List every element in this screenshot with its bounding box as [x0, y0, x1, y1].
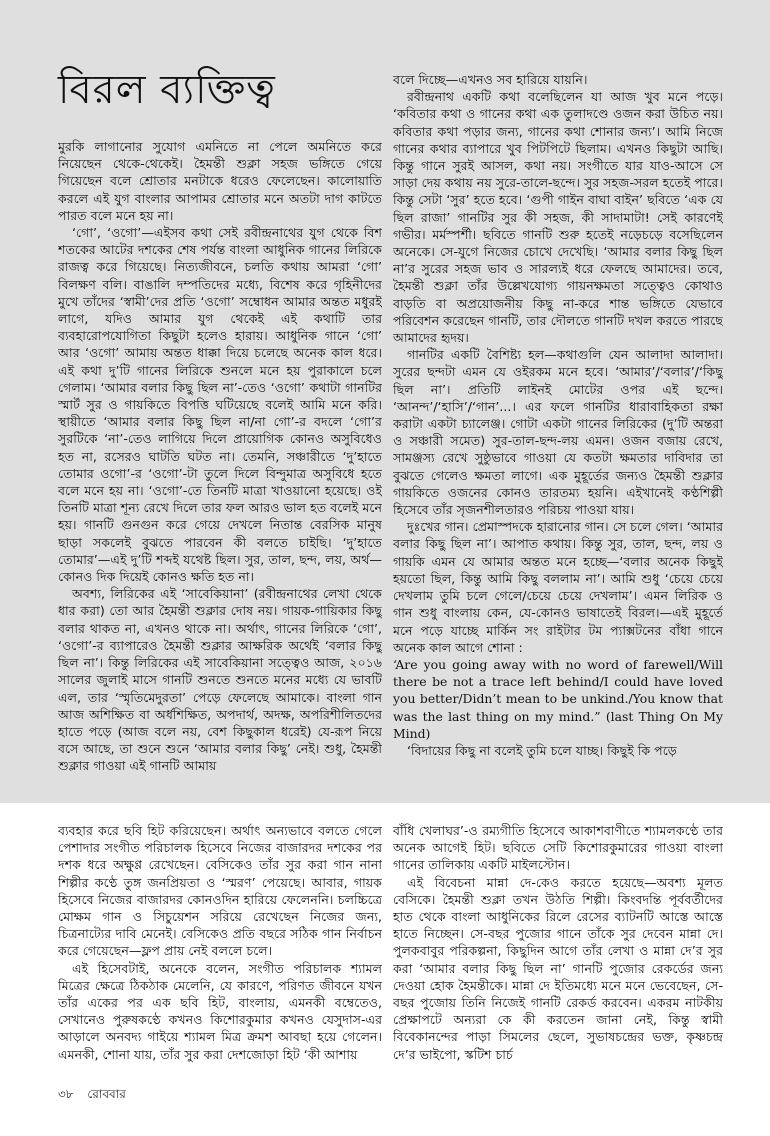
english-lyric-quote: ‘Are you going away with no word of farewell/Will there be not a trace left behind/I could have loved you better/Didn’t mean to be unkind./You know that was the last thing on my mind.” (last Thing On My Mind): [393, 656, 723, 741]
paragraph: বাঁধি খেলাঘর’-ও রম্যগীতি হিসেবে আকাশবাণীতে শ্যামলকণ্ঠে তার অনেক আগেই হিট। ছবিতে সেটি কিশোরকুমারের গাওয়া বাংলা গানের তালিকায় একটি মাইলস্টোন।: [393, 823, 723, 873]
page-folio: [58, 1086, 136, 1106]
paragraph: মুরকি লাগানোর সুযোগ এমনিতে না পেলে অমনিতে করে নিয়েছেন থেকে-থেকেই। হৈমন্তী শুক্লা সহজ ভঙ্গিতে গেয়ে গিয়েছেন বলে শ্রোতার মনটাকে ধরেও ফেলেছেন। কালোয়াতি করলে এই যুগ বাংলার আপামর শ্রোতার মনে অতটা দাগ কাটতে পারত বলে মনে হয় না।: [58, 139, 382, 223]
article-title: বিরল ব্যক্তিত্ব: [58, 67, 276, 113]
paragraph: গানটির একটি বৈশিষ্ট্য হল—কথাগুলি যেন আলাদা আলাদা। সুরের ছন্দটা এমন যে ওইরকম মনে হবে। ‘আমার’/‘বলার’/‘কিছু ছিল না’। প্রতিটি লাইনই মোটের ওপর এই ছন্দে। ‘আনন্দ’/‘হাসি’/‘গান’...। এর ফলে গানটির ধারাবাহিকতা রক্ষা করাটা একটা চ্যালেঞ্জ। গোটা একটা গানের লিরিকের (দু’টি অন্তরা ও সঞ্চারী সমেত) সুর-তাল-ছন্দ-লয় এমন। ওজন বজায় রেখে, সামঞ্জস্য রেখে সুষ্ঠুভাবে গাওয়া যে কতটা ক্ষমতার দাবিদার তা বুঝতে গেলেও ক্ষমতা লাগে। এক মুহূর্তের জন্যও হৈমন্তী শুক্লার গায়কিতে ওজনের কোনও তারতম্য হয়নি। এইখানেই কণ্ঠশিল্পী হিসেবে তাঁর সৃজনশীলতারও পরিচয় পাওয়া যায়।: [393, 347, 723, 518]
paragraph: অবশ্য, লিরিকের এই ‘সাবেকিয়ানা’ (রবীন্দ্রনাথের লেখা থেকে ধার করা) তো আর হৈমন্তী শুক্লার দোষ নয়। গায়ক-গায়িকার কিছু বলার থাকত না, এখনও থাকে না। অর্থাৎ, গানের লিরিকে ‘গো’, ‘ওগো’-র ব্যাপারেও হৈমন্তী শুক্লার আক্ষরিক অর্থেই ‘বলার কিছু ছিল না’। কিন্তু লিরিকের এই সাবেকিয়ানা সত্ত্বেও আজ, ২০১৬ সালের জুলাই মাসে গানটি শুনতে শুনতে মনের মধ্যে যে ভাবটি এল, তার ‘স্মৃতিমেদুরতা’ পেড়ে ফেলেছে আমাকে। বাংলা গান আজ অশিক্ষিত বা অর্ধশিক্ষিত, অপদার্থ, অদক্ষ, অপরিশীলিতদের হাতে পড়ে (আজ বলে নয়, বেশ কিছুকাল ধরেই) যে-রূপ নিয়ে বসে আছে, তা শুনে শুনে ‘আমার বলার কিছু’ নেই। শুধু, হৈমন্তী শুক্লার গাওয়া এই গানটি আমায়: [58, 586, 382, 774]
paragraph: দুঃখের গান। প্রেমাস্পদকে হারানোর গান। সে চলে গেল। ‘আমার বলার কিছু ছিল না’। আপাত কথায়। কিন্তু সুর, তাল, ছন্দ, লয় ও গায়কি এমন যে আমার অন্তত মনে হচ্ছে—‘বলার অনেক কিছুই হয়তো ছিল, কিন্তু আমি কিছু বললাম না’। আমি শুধু ‘চেয়ে চেয়ে দেখলাম তুমি চলে গেলে/চেয়ে চেয়ে দেখলাম’। এমন লিরিক ও গান শুধু বাংলায় কেন, যে-কোনও ভাষাতেই বিরল।—এই মুহূর্তে মনে পড়ে যাচ্ছে মার্কিন সং রাইটার টম প্যাক্সটনের বাঁধা গানে অনেক কাল আগে শোনা :: [393, 519, 723, 655]
article-column-top-right: [393, 71, 723, 789]
paragraph: ‘গো’, ‘ওগো’—এইসব কথা সেই রবীন্দ্রনাথের যুগ থেকে বিশ শতকের আটের দশকের শেষ পর্যন্ত বাংলা আধুনিক গানের লিরিকে রাজত্ব করে গিয়েছে। নিত্যজীবনে, চলতি কথায় আমরা ‘গো’ বিলক্ষণ বলি। বাঙালি দম্পতিদের মধ্যে, বিশেষ করে গৃহিনীদের মুখে তাঁদের ‘স্বামী’দের প্রতি ‘ওগো’ সম্বোধন আমার অন্তত মধুরই লাগে, যদিও আমার যুগ থেকেই এই কথাটি তার ব্যবহারোপযোগিতা কিছুটা হলেও হারায়। আধুনিক গানে ‘গো’ আর ‘ওগো’ আমায় অন্তত ধাক্কা দিয়ে চলেছে অনেক কাল ধরে। এই কথা দু’টি গানের লিরিকে শুনলে মনে হয় পুরাকালে চলে গেলাম। ‘আমার বলার কিছু ছিল না’-তেও ‘ওগো’ কথাটা গানটির স্মার্ট সুর ও গায়কিতে বিপত্তি ঘটিয়েছে বলেই আমি মনে করি। স্থায়ীতে ‘আমার বলার কিছু ছিল না/না গো’-র বদলে ‘গো’র সুরটিকে ‘না’-তেও লাগিয়ে দিলে প্রায়োগিক কোনও অসুবিধেও হত না, রসেরও ঘাটতি ঘটত না। তেমনি, সঞ্চারীতে ‘দু’হাতে তোমার ওগো’-র ‘ওগো’-টা তুলে দিলে বিন্দুমাত্র অসুবিধে হতে বলে মনে হয় না। ‘ওগো’-তে তিনটি মাত্রা খাওয়ানো হয়েছে। ওই তিনটি মাত্রা শূন্য রেখে দিলে তার ফল আরও ভাল হত বলেই মনে হয়। গানটি গুনগুন করে গেয়ে দেখলে নিতান্ত বেরসিক মানুষ ছাড়া সকলেই বুঝতে পারবেন কী বলতে চাইছি। ‘দু’হাতে তোমার’—এই দু’টি শব্দই যথেষ্ট ছিল। সুর, তাল, ছন্দ, লয়, অর্থ—কোনও দিক দিয়েই কোনও ক্ষতি হত না।: [58, 225, 382, 585]
paragraph: বলে দিচ্ছে—এখনও সব হারিয়ে যায়নি।: [393, 72, 588, 87]
magazine-name: রোববার: [87, 1087, 126, 1101]
article-column-top-left: [58, 138, 382, 788]
article-column-bottom-right: [393, 822, 723, 1092]
paragraph: রবীন্দ্রনাথ একটি কথা বলেছিলেন যা আজ খুব মনে পড়ে। ‘কবিতার কথা ও গানের কথা এক তুলাদণ্ডে ওজন করা উচিত নয়। কবিতার কথা পড়ার জন্য, গানের কথা শোনার জন্য’। আমি নিজে গানের কথার ব্যাপারে খুব পিটপিটে ছিলাম। এখনও কিছুটা আছি। কিন্তু গানে সুরই আসল, কথা নয়। সংগীতে যার যাও-আসে সে সাড়া দেয় কথায় নয় সুরে-তালে-ছন্দে। সুর সহজ-সরল হতেই পারে। কিন্তু সেটা ‘সুর’ হতে হবে। ‘গুপী গাইন বাঘা বাইন’ ছবিতে ‘এক যে ছিল রাজা’ গানটির সুর কী সহজ, কী সাদামাটা! সেই কারণেই গভীর। মর্মস্পর্শী। ছবিতে গানটি শুরু হতেই নড়েচড়ে বসেছিলেন অনেকে। সে-যুগে নিজের চোখে দেখেছি। ‘আমার বলার কিছু ছিল না’র সুরের সহজ ভাব ও সারল্যই ধরে ফেলছে আমাদের। তবে, হৈমন্তী শুক্লা তাঁর উল্লেখযোগ্য গায়নক্ষমতা সত্ত্বেও কোথাও বাড়তি বা অপ্রয়োজনীয় কিছু না-করে শান্ত ভঙ্গিতে যেভাবে পরিবেশন করেছেন গানটি, তার দৌলতে গানটি দখল করতে পারছে আমাদের হৃদয়।: [393, 89, 723, 346]
paragraph: ব্যবহার করে ছবি হিট করিয়েছেন। অর্থাৎ অন্যভাবে বলতে গেলে পেশাদার সংগীত পরিচালক হিসেবে নিজের বাজারদর দশকের পর দশক ধরে অক্ষুণ্ণ রেখেছেন। বেসিকেও তাঁর সুর করা গান নানা শিল্পীর কণ্ঠে তুঙ্গ জনপ্রিয়তা ও ‘স্মরণ’ পেয়েছে। আবার, গায়ক হিসেবে নিজের বাজারদর কোনওদিন হারিয়ে ফেলেননি। চলচ্চিত্রে মোক্ষম গান ও সিচুয়েশন সরিয়ে রেখেছেন নিজের জন্য, চিত্রনাট্যের দাবি মেনেই। বেসিকেও প্রতি বছরে সঠিক গান নির্বাচন করে গেয়েছেন—ফ্লপ প্রায় নেই বললে চলে।: [58, 823, 382, 959]
paragraph: এই হিসেবটাই, অনেকে বলেন, সংগীত পরিচালক শ্যামল মিত্রের ক্ষেত্রে ঠিকঠাক মেলেনি, যে কারণে, পরিণত জীবনে যখন তাঁর একের পর এক ছবি হিট, বাংলায়, এমনকী বম্বেতেও, সেখানেও পুরুষকণ্ঠে কখনও কিশোরকুমার কখনও যেসুদাস-এর আড়ালে অনবদ্য গাইয়ে শ্যামল মিত্র ক্রমশ আবছা হয়ে গেলেন। এমনকী, শোনা যায়, তাঁর সুর করা দেশজোড়া হিট ‘কী আশায়: [58, 960, 382, 1062]
article-column-bottom-left: [58, 822, 382, 1072]
page-number: ৩৮: [58, 1087, 74, 1101]
paragraph: এই বিবেচনা মান্না দে-কেও করতে হয়েছে—অবশ্য মূলত বেসিকে। হৈমন্তী শুক্লা তখন উঠতি শিল্পী। কিংবদন্তি পূর্ববর্তীদের হাত থেকে বাংলা আধুনিকের রিলে রেসের ব্যাটনটি আস্তে আস্তে হাতে নিচ্ছেন। সে-বছর পুজোর গানে তাঁকে সুর দেবেন মান্না দে। পুলকবাবুর পরিকল্পনা, কিছুদিন আগে তাঁর লেখা ও মান্না দে’র সুর করা ‘আমার বলার কিছু ছিল না’ গানটি পুজোর রেকর্ডের জন্য দেওয়া হোক হৈমন্তীকে। মান্না দে ইতিমধ্যে মনে মনে ভেবেছেন, সে-বছর পুজোয় তিনি নিজেই গানটি রেকর্ড করবেন। একরম নাটকীয় প্রেক্ষাপটে অন্যরা কে কী করতেন জানা নেই, কিন্তু স্বামী বিবেকানন্দের পাড়া সিমলের ছেলে, সুভাষচন্দ্রের ভক্ত, কৃষ্ণচন্দ্র দে’র ভাইপো, স্কটিশ চার্চ: [393, 874, 723, 1062]
paragraph: ‘বিদায়ের কিছু না বলেই তুমি চলে যাচ্ছ। কিছুই কি পড়ে: [407, 742, 677, 758]
